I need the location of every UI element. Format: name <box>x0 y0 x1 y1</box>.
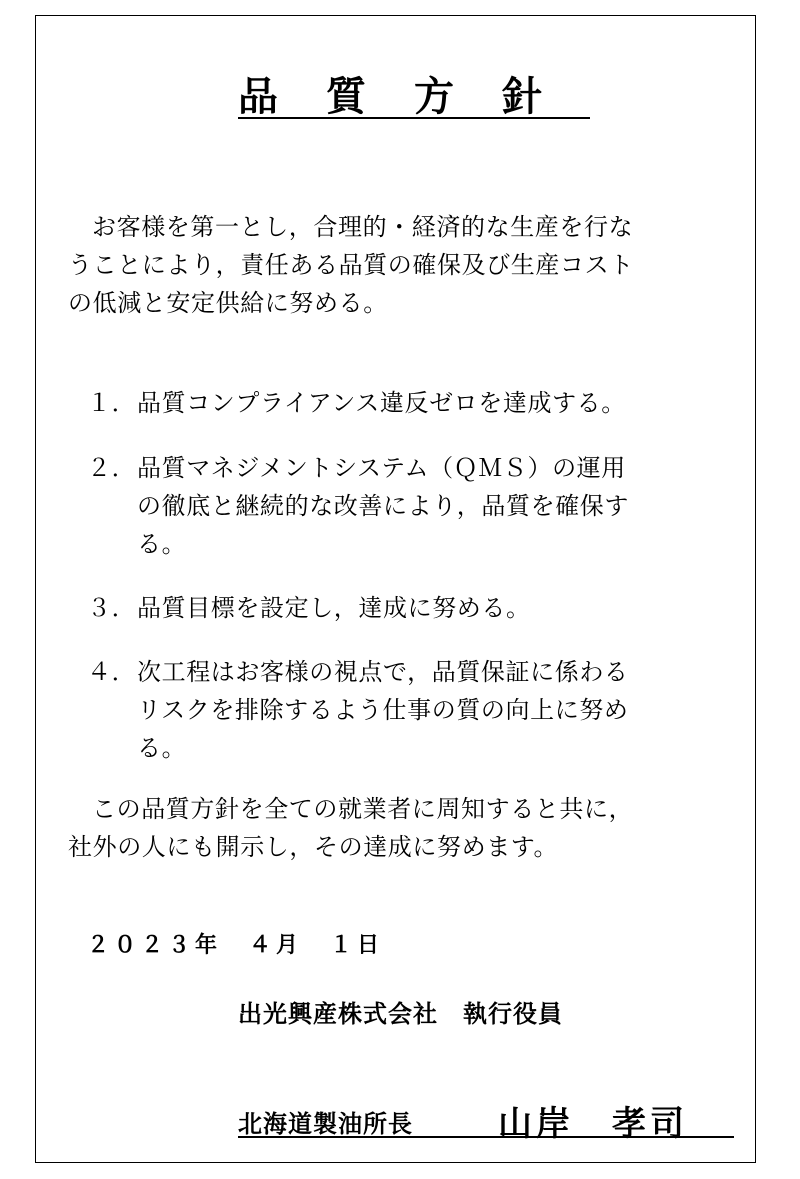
signer-name: 山岸 孝司 <box>498 1104 688 1144</box>
policy-item-4 <box>87 653 747 767</box>
intro-paragraph <box>68 208 748 322</box>
policy-item-1 <box>87 384 747 422</box>
intro-line: うことにより，責任ある品質の確保及び生産コスト <box>68 251 634 279</box>
office-title: 北海道製油所長 <box>238 1110 413 1138</box>
policy-item-line: 品質コンプライアンス違反ゼロを達成する。 <box>137 389 626 417</box>
policy-item-number: １． <box>87 389 137 417</box>
policy-item-2 <box>87 449 747 563</box>
policy-item-line: る。 <box>137 734 187 762</box>
intro-line: お客様を第一とし，合理的・経済的な生産を行な <box>92 213 634 241</box>
policy-item-line: 品質マネジメントシステム（ＱＭＳ）の運用 <box>137 454 626 482</box>
signature-underline <box>238 1136 734 1138</box>
policy-item-line: 次工程はお客様の視点で，品質保証に係わる <box>137 658 629 686</box>
policy-item-number: ４． <box>87 658 137 686</box>
policy-item-line: リスクを排除するよう仕事の質の向上に努め <box>137 696 629 724</box>
policy-item-line: の徹底と継続的な改善により，品質を確保す <box>137 492 629 520</box>
closing-line: この品質方針を全ての就業者に周知すると共に， <box>92 795 634 823</box>
policy-item-3 <box>87 589 747 627</box>
closing-line: 社外の人にも開示し，その達成に努めます。 <box>68 833 559 861</box>
issue-date: ２０２３年 ４月 １日 <box>87 933 385 958</box>
company-title: 出光興産株式会社 執行役員 <box>238 1000 563 1028</box>
policy-item-number: ３． <box>87 594 137 622</box>
intro-line: の低減と安定供給に努める。 <box>68 289 388 317</box>
policy-item-line: 品質目標を設定し，達成に努める。 <box>137 594 531 622</box>
closing-paragraph <box>68 790 633 866</box>
document-title: 品質方針 <box>238 74 590 120</box>
policy-item-line: る。 <box>137 530 187 558</box>
policy-item-number: ２． <box>87 454 137 482</box>
